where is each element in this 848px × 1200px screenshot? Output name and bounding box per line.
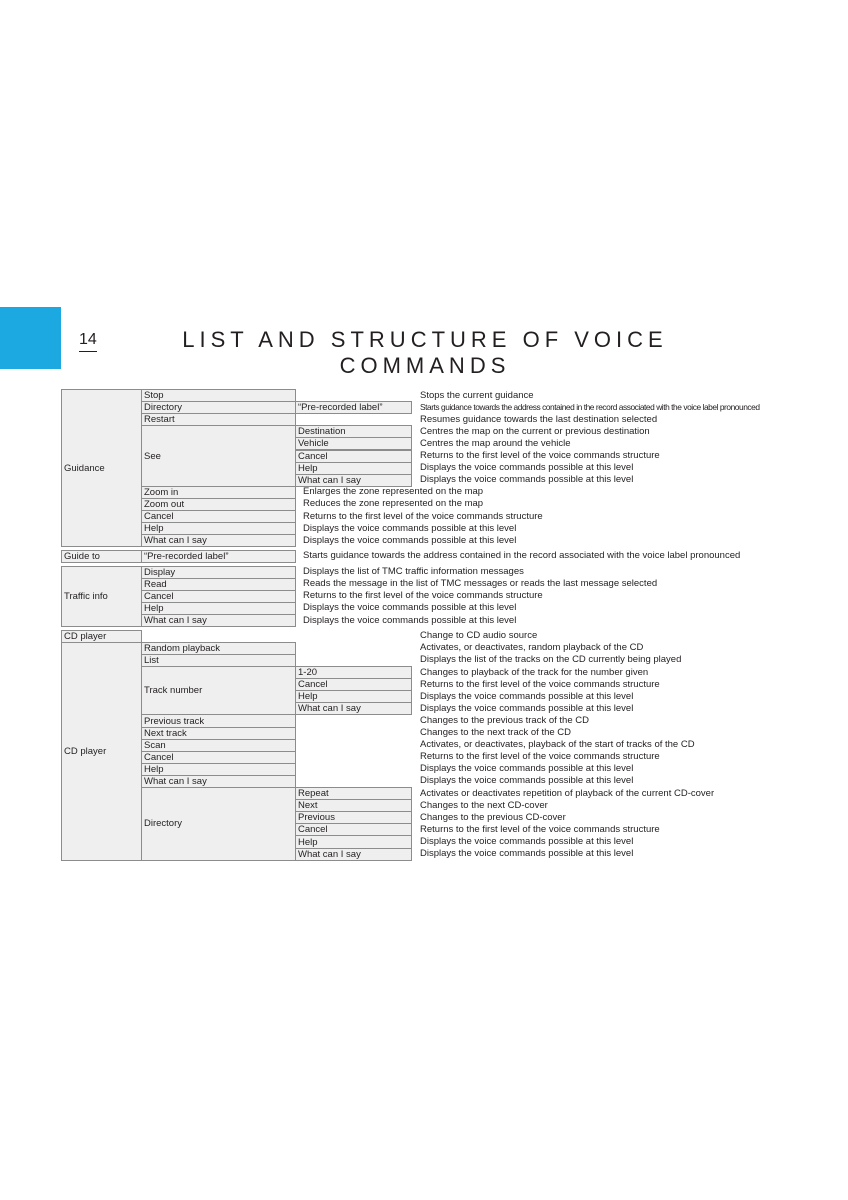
command-l2-see: See <box>141 425 296 487</box>
command-description: Displays the list of TMC traffic information messages <box>303 566 524 578</box>
command-description: Changes to the next track of the CD <box>420 727 572 739</box>
command-l2-traffic-display: Display <box>141 566 296 579</box>
command-description: Reduces the zone represented on the map <box>303 498 484 510</box>
command-l3-track-help: Help <box>295 690 412 703</box>
command-description: Displays the voice commands possible at this level <box>420 848 634 860</box>
command-description: Returns to the first level of the voice commands structure <box>420 823 660 835</box>
command-description: Displays the voice commands possible at this level <box>420 474 634 486</box>
command-l3-see-help: Help <box>295 462 412 475</box>
command-l3-track-what-can-i-say: What can I say <box>295 702 412 715</box>
command-description: Displays the voice commands possible at this level <box>420 690 634 702</box>
command-description: Changes to the previous track of the CD <box>420 714 589 726</box>
command-description: Displays the voice commands possible at this level <box>303 614 517 626</box>
command-l2-traffic-cancel: Cancel <box>141 590 296 603</box>
command-description: Activates, or deactivates, random playback of the CD <box>420 642 644 654</box>
command-l3-next: Next <box>295 799 412 812</box>
command-description: Returns to the first level of the voice commands structure <box>303 510 543 522</box>
command-l2-cd-help: Help <box>141 763 296 776</box>
command-l3-prerecorded-label: “Pre-recorded label” <box>295 401 412 414</box>
command-description: Changes to the next CD-cover <box>420 799 548 811</box>
command-l2-zoom-out: Zoom out <box>141 498 296 511</box>
command-l3-vehicle: Vehicle <box>295 437 412 450</box>
command-l2-previous-track: Previous track <box>141 714 296 727</box>
command-l2-traffic-what-can-i-say: What can I say <box>141 614 296 627</box>
command-description: Displays the voice commands possible at this level <box>420 702 634 714</box>
command-l2-guidance-help: Help <box>141 522 296 535</box>
command-description: Displays the voice commands possible at this level <box>420 462 634 474</box>
command-description: Resumes guidance towards the last destination selected <box>420 413 658 425</box>
command-l3-dir-what-can-i-say: What can I say <box>295 848 412 861</box>
command-l2-cd-cancel: Cancel <box>141 751 296 764</box>
command-description: Displays the voice commands possible at this level <box>420 763 634 775</box>
command-l2-track-number: Track number <box>141 666 296 715</box>
command-l2-cd-what-can-i-say: What can I say <box>141 775 296 788</box>
command-description: Activates or deactivates repetition of playback of the current CD-cover <box>420 787 715 799</box>
command-l3-dir-cancel: Cancel <box>295 823 412 836</box>
command-l2-directory: Directory <box>141 401 296 414</box>
command-l1-cd-player: CD player <box>61 642 142 861</box>
command-l2-guidance-cancel: Cancel <box>141 510 296 523</box>
command-l2-restart: Restart <box>141 413 296 426</box>
command-l3-track-1-20: 1-20 <box>295 666 412 679</box>
command-l3-track-cancel: Cancel <box>295 678 412 691</box>
command-l2-traffic-read: Read <box>141 578 296 591</box>
page-title-line-1: LIST AND STRUCTURE OF VOICE <box>182 327 668 352</box>
command-l2-random-playback: Random playback <box>141 642 296 655</box>
command-l2-next-track: Next track <box>141 727 296 740</box>
command-l1-guide-to: Guide to <box>61 550 142 563</box>
command-description: Changes to the previous CD-cover <box>420 811 566 823</box>
command-l2-cd-directory: Directory <box>141 787 296 861</box>
command-description: Change to CD audio source <box>420 630 538 642</box>
command-l1-traffic-info: Traffic info <box>61 566 142 628</box>
command-description: Enlarges the zone represented on the map <box>303 486 484 498</box>
command-description: Displays the list of the tracks on the CD currently being played <box>420 654 682 666</box>
command-description: Displays the voice commands possible at this level <box>303 534 517 546</box>
command-description: Centres the map around the vehicle <box>420 437 571 449</box>
command-l3-repeat: Repeat <box>295 787 412 800</box>
command-description: Returns to the first level of the voice commands structure <box>420 678 660 690</box>
command-l3-see-cancel: Cancel <box>295 450 412 463</box>
command-l2-guide-to-label: “Pre-recorded label” <box>141 550 296 563</box>
command-l3-previous: Previous <box>295 811 412 824</box>
command-description: Starts guidance towards the address contained in the record associated with the voice label pronounced <box>303 550 741 562</box>
command-description: Stops the current guidance <box>420 389 534 401</box>
command-description: Returns to the first level of the voice commands structure <box>303 590 543 602</box>
command-description: Displays the voice commands possible at this level <box>303 522 517 534</box>
command-l3-see-what-can-i-say: What can I say <box>295 474 412 487</box>
command-description: Reads the message in the list of TMC messages or reads the last message selected <box>303 578 658 590</box>
command-description: Starts guidance towards the address contained in the record associated with the voice label pronounced <box>420 401 760 412</box>
command-description: Activates, or deactivates, playback of the start of tracks of the CD <box>420 739 695 751</box>
command-description: Changes to playback of the track for the number given <box>420 666 649 678</box>
command-description: Returns to the first level of the voice commands structure <box>420 751 660 763</box>
command-l3-destination: Destination <box>295 425 412 438</box>
command-l2-zoom-in: Zoom in <box>141 486 296 499</box>
command-l2-stop: Stop <box>141 389 296 402</box>
command-l2-guidance-what-can-i-say: What can I say <box>141 534 296 547</box>
command-l2-traffic-help: Help <box>141 602 296 615</box>
command-l3-dir-help: Help <box>295 835 412 848</box>
command-description: Displays the voice commands possible at this level <box>303 602 517 614</box>
command-description: Returns to the first level of the voice commands structure <box>420 450 660 461</box>
command-description: Displays the voice commands possible at this level <box>420 835 634 847</box>
command-l1-cd-player-single: CD player <box>61 630 142 643</box>
page-number: 14 <box>79 330 97 352</box>
command-l2-list: List <box>141 654 296 667</box>
page-title-line-2: COMMANDS <box>339 353 511 378</box>
command-description: Centres the map on the current or previous destination <box>420 425 650 437</box>
command-l1-guidance: Guidance <box>61 389 142 547</box>
command-description: Displays the voice commands possible at this level <box>420 775 634 787</box>
command-l2-scan: Scan <box>141 739 296 752</box>
